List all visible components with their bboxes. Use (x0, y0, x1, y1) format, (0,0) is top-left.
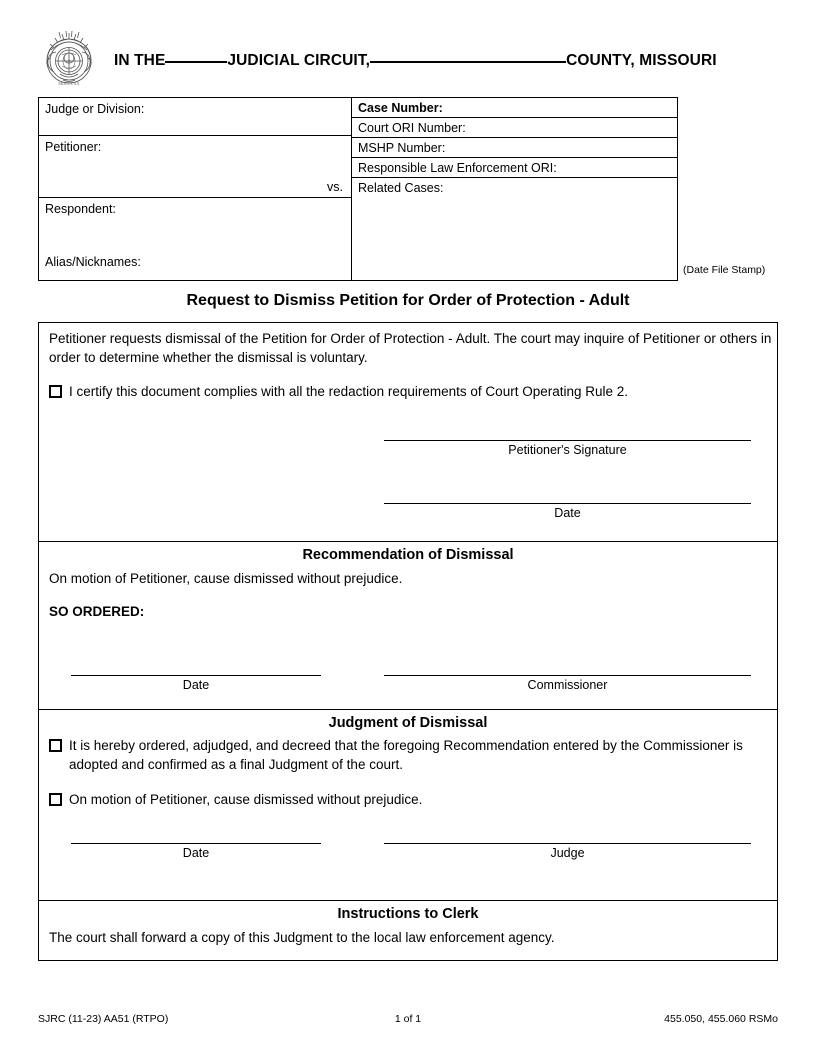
section-judgment-of-dismissal (39, 709, 777, 900)
judgment-dismiss-without-prejudice-label: On motion of Petitioner, cause dismissed without prejudice. (69, 792, 423, 807)
judgment-title: Judgment of Dismissal (328, 715, 488, 731)
judgment-adopt-recommendation-label: It is hereby ordered, adjudged, and decreed that the foregoing Recommendation entered by the Commissioner is adopted and confirmed as a final Judgment of the court. (69, 738, 743, 772)
redaction-certification-checkbox[interactable] (49, 385, 62, 398)
svg-text:MDCCCXX: MDCCCXX (58, 81, 80, 86)
recommendation-date-line[interactable] (71, 675, 321, 676)
section-request-to-dismiss (39, 323, 777, 541)
respondent-label: Respondent: (45, 202, 116, 216)
missouri-state-seal-icon (38, 28, 100, 90)
instructions-paragraph: The court shall forward a copy of this Judgment to the local law enforcement agency. (49, 930, 555, 945)
redaction-certification-row[interactable] (39, 383, 777, 402)
related-cases-field[interactable] (352, 178, 677, 282)
mshp-number-field[interactable] (352, 138, 677, 158)
respondent-field[interactable] (39, 198, 351, 282)
petitioner-date-caption: Date (554, 506, 581, 520)
page-footer (38, 1013, 778, 1029)
case-caption-table (38, 97, 778, 281)
judicial-circuit-label: JUDICIAL CIRCUIT, (227, 52, 371, 69)
petitioner-signature-caption: Petitioner's Signature (508, 443, 627, 457)
alias-nicknames-label: Alias/Nicknames: (45, 255, 141, 269)
date-file-stamp-label: (Date File Stamp) (683, 264, 766, 276)
county-name-blank (370, 61, 566, 63)
judge-signature-line[interactable] (384, 843, 751, 844)
mshp-number-label: MSHP Number: (358, 141, 446, 155)
page-header (38, 28, 778, 90)
recommendation-date-caption: Date (182, 678, 210, 692)
so-ordered-label: SO ORDERED: (49, 604, 145, 619)
responsible-law-enforcement-ori-label: Responsible Law Enforcement ORI: (358, 161, 557, 175)
caption-left-column (38, 97, 352, 281)
petitioner-signature-line[interactable] (384, 440, 751, 441)
instructions-title: Instructions to Clerk (337, 906, 479, 922)
petitioner-field[interactable] (39, 136, 351, 198)
court-ori-number-field[interactable] (352, 118, 677, 138)
case-number-label: Case Number: (358, 101, 443, 115)
request-paragraph: Petitioner requests dismissal of the Petition for Order of Protection - Adult. The court may inquire of Petitioner or others in order to determine whether the dismissal is voluntary. (49, 331, 772, 365)
responsible-law-enforcement-ori-field[interactable] (352, 158, 677, 178)
circuit-number-blank (165, 61, 227, 63)
section-recommendation-of-dismissal (39, 541, 777, 709)
county-missouri-label: COUNTY, MISSOURI (566, 52, 717, 69)
section-instructions-to-clerk (39, 900, 777, 960)
judgment-date-caption: Date (182, 846, 210, 860)
petitioner-date-line[interactable] (384, 503, 751, 504)
statute-reference: 455.050, 455.060 RSMo (664, 1013, 778, 1025)
judgment-date-line[interactable] (71, 843, 321, 844)
page-indicator: 1 of 1 (394, 1013, 422, 1025)
court-ori-number-label: Court ORI Number: (358, 121, 466, 135)
form-body (38, 322, 778, 961)
page-title: Request to Dismiss Petition for Order of Protection - Adult (186, 292, 630, 309)
vs-label: vs. (327, 180, 343, 194)
recommendation-paragraph: On motion of Petitioner, cause dismissed without prejudice. (49, 571, 403, 586)
petitioner-label: Petitioner: (45, 140, 102, 154)
judge-signature-caption: Judge (550, 846, 585, 860)
recommendation-title: Recommendation of Dismissal (302, 547, 514, 563)
commissioner-signature-caption: Commissioner (527, 678, 608, 692)
judgment-dismiss-without-prejudice-checkbox[interactable] (49, 793, 62, 806)
related-cases-label: Related Cases: (358, 181, 444, 195)
in-the-label: IN THE (114, 52, 166, 69)
case-number-field[interactable] (352, 98, 677, 118)
judgment-dismiss-without-prejudice-row[interactable] (39, 791, 777, 810)
judgment-adopt-recommendation-row[interactable] (39, 737, 777, 774)
form-code-label: SJRC (11-23) AA51 (RTPO) (38, 1013, 169, 1025)
caption-right-column (352, 97, 678, 281)
judge-or-division-field[interactable] (39, 98, 351, 136)
commissioner-signature-line[interactable] (384, 675, 751, 676)
judgment-adopt-recommendation-checkbox[interactable] (49, 739, 62, 752)
judge-or-division-label: Judge or Division: (45, 102, 145, 116)
redaction-certification-label: I certify this document complies with all the redaction requirements of Court Operating Rule 2. (69, 384, 629, 399)
court-header-line (114, 52, 778, 70)
